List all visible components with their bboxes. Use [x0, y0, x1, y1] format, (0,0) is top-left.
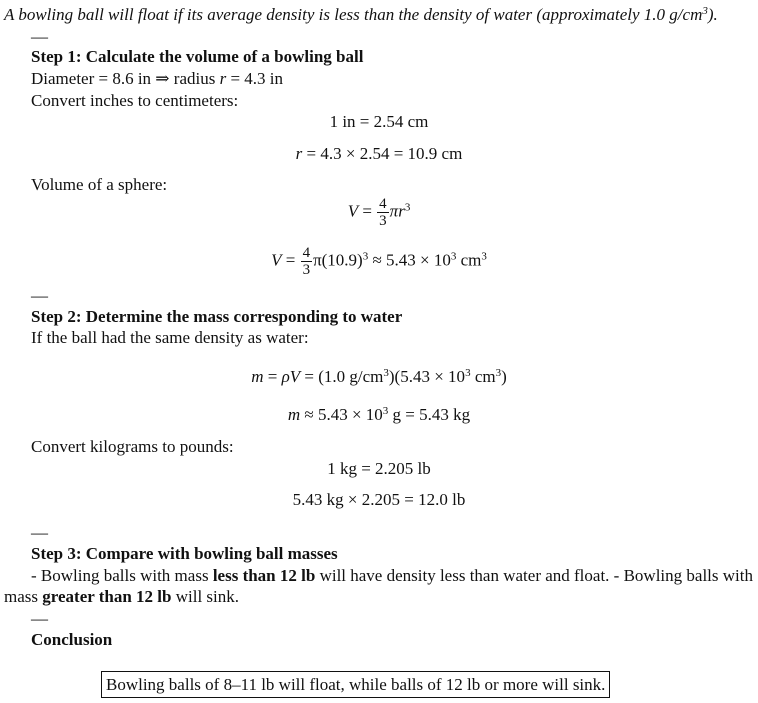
- mass-equation: m = ρV = (1.0 $g/cm^3)(5.43 \times 10^3$ $cm^3$): [251, 367, 507, 386]
- radius-equation: r = 4.3 × 2.54 = 10.9 cm: [295, 144, 463, 163]
- separator: —: [31, 286, 48, 305]
- conclusion-box: Bowling balls of 8–11 lb will float, while balls of 12 lb or more will sink.: [101, 671, 610, 698]
- step1-heading: Step 1: Calculate the volume of a bowling ball: [31, 47, 364, 66]
- diameter-line: Diameter = 8.6 in ⇒ radius r = 4.3 in: [31, 69, 284, 88]
- volume-calculation: V = $\frac{4}{3}$ $\pi(10.9)^3 \approx 5.43 \times 10^3$ $cm^3$: [271, 245, 487, 278]
- step3-heading: Step 3: Compare with bowling ball masses: [31, 544, 338, 563]
- conclusion-heading: Conclusion: [31, 630, 113, 649]
- sphere-volume-label: Volume of a sphere:: [31, 175, 168, 194]
- kg-conversion: 1 kg = 2.205 lb: [327, 459, 431, 478]
- fraction: $\frac{4}{3}$: [302, 245, 311, 278]
- lb-conversion: 5.43 kg × 2.205 = 12.0 lb: [292, 490, 466, 509]
- conversion-equation: 1 in = 2.54 cm: [329, 112, 429, 131]
- sphere-volume-formula: V = $\frac{4}{3}$ $\pi r^3$: [347, 196, 411, 229]
- water-density-intro: If the ball had the same density as water:: [31, 328, 309, 347]
- step2-heading: Step 2: Determine the mass corresponding to water: [31, 307, 403, 326]
- intro-sentence: A bowling ball will float if its average density is less than the density of water (approximately 1.0 $g/cm^3$).: [4, 5, 718, 24]
- convert-kg-line: Convert kilograms to pounds:: [31, 437, 234, 456]
- separator: —: [31, 523, 48, 542]
- convert-inches-line: Convert inches to centimeters:: [31, 91, 239, 110]
- comparison-paragraph: - Bowling balls with mass less than 12 lb will have density less than water and float. - Bowling balls with mass greater than 12 lb will sink.: [4, 566, 753, 606]
- fraction: $\frac{4}{3}$: [379, 196, 387, 229]
- separator: —: [31, 609, 48, 628]
- separator: —: [31, 27, 48, 46]
- mass-result: $m \approx 5.43 \times 10^3$ g = 5.43 kg: [287, 405, 471, 424]
